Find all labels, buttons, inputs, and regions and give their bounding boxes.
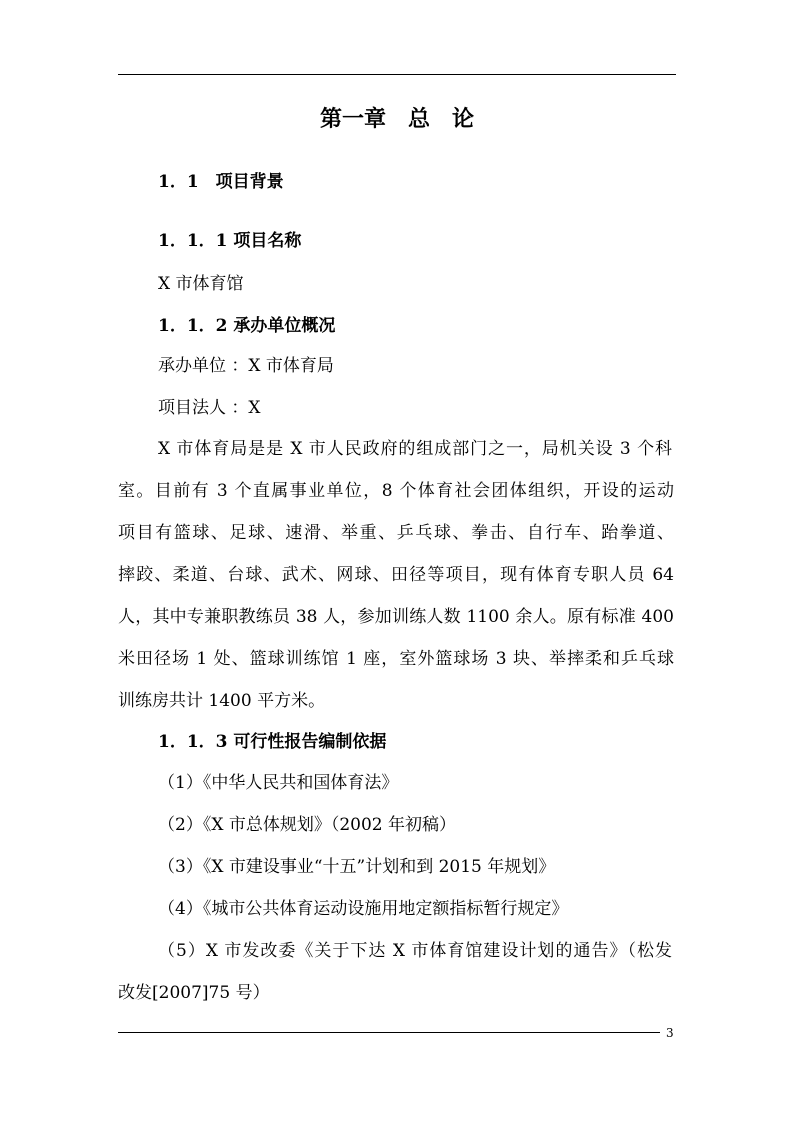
paragraph-line: X 市体育局是是 X 市人民政府的组成部门之一，局机关设 3 个科 xyxy=(158,439,672,459)
paragraph-line: 人，其中专兼职教练员 38 人，参加训练人数 1100 余人。原有标准 400 xyxy=(118,607,674,627)
paragraph-line: 摔跤、柔道、台球、武术、网球、田径等项目，现有体育专职人员 64 xyxy=(118,565,674,585)
basis-item: （5）X 市发改委《关于下达 X 市体育馆建设计划的通告》（松发 xyxy=(158,941,672,961)
paragraph-line: 室。目前有 3 个直属事业单位，8 个体育社会团体组织，开设的运动 xyxy=(118,481,674,501)
paragraph-line: 训练房共计 1400 平方米。 xyxy=(118,691,326,711)
footer-rule xyxy=(118,1032,660,1033)
chapter-title: 第一章 总 论 xyxy=(319,106,474,132)
basis-item: （3）《X 市建设事业“十五”计划和到 2015 年规划》 xyxy=(158,857,556,877)
paragraph-line: 项目有篮球、足球、速滑、举重、乒乓球、拳击、自行车、跆拳道、 xyxy=(118,523,674,543)
basis-item: （4）《城市公共体育运动设施用地定额指标暂行规定》 xyxy=(158,899,569,919)
paragraph-line: 米田径场 1 处、篮球训练馆 1 座，室外篮球场 3 块、举摔柔和乒乓球 xyxy=(118,649,674,669)
section-heading-1-1: 1．1 项目背景 xyxy=(158,172,284,192)
section-heading-1-1-1: 1．1．1 项目名称 xyxy=(158,231,302,251)
header-rule xyxy=(118,74,676,75)
section-heading-1-1-2: 1．1．2 承办单位概况 xyxy=(158,316,336,336)
host-unit: 承办单位 ：X 市体育局 xyxy=(158,356,334,376)
basis-item: （2）《X 市总体规划》（2002 年初稿） xyxy=(158,815,456,835)
project-name: X 市体育馆 xyxy=(158,274,244,294)
basis-item: （1）《中华人民共和国体育法》 xyxy=(158,773,399,793)
page-number: 3 xyxy=(666,1026,674,1040)
legal-person: 项目法人 ：X xyxy=(158,398,261,418)
basis-item-continued: 改发[2007]75 号） xyxy=(118,983,270,1003)
section-heading-1-1-3: 1．1．3 可行性报告编制依据 xyxy=(158,732,387,752)
